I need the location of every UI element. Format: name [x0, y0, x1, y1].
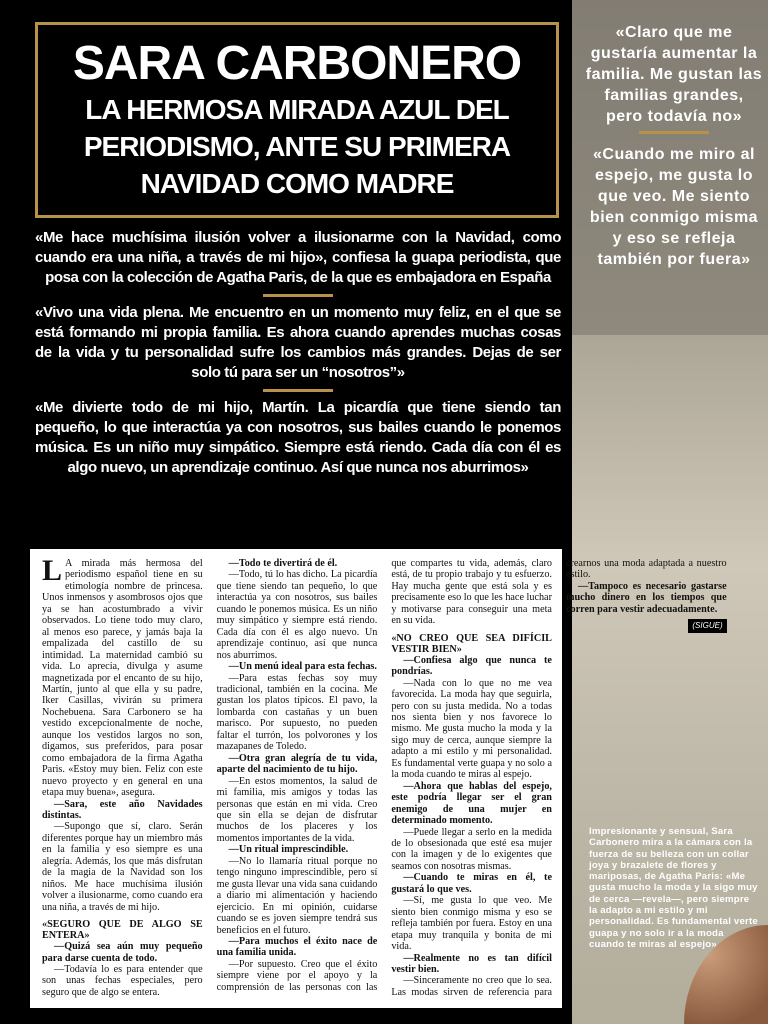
- interview-question: —Cuando te miras en él, te gustará lo que ves.: [391, 872, 552, 895]
- interview-question: —Confiesa algo que nunca te pondrías.: [391, 654, 552, 678]
- article-paragraph: —No lo llamaría ritual porque no tengo ninguno imprescindible, pero sí me gusta llevar una vida sana cuidando a diario mi alimentación y haciendo ejercicio. En mi opinión, cuidarse cuando se es joven siempre tendrá sus beneficios en el futuro.: [216, 855, 378, 936]
- article-paragraph: —Nada con lo que no me vea favorecida. La moda hay que seguirla, pero con su justa medida. No a todas nos sienta bien y nos favorece lo mismo. Me gusta mucho la moda y la sigo muy de cerca, aunque siempre la adapto a mi estilo y mi personalidad. Es fundamental verte guapa y no solo a la moda cuando te miras al espejo.: [391, 677, 552, 781]
- drop-cap: L: [42, 554, 63, 587]
- headline-name: SARA CARBONERO: [72, 37, 522, 90]
- interview-question: —Tampoco es necesario gastarse mucho dinero en los tiempos que corren para vestir adecuadamente.: [565, 580, 727, 615]
- article-paragraph: —Sinceramente no creo que lo sea. Las modas sirven de referencia para crearnos una moda adaptada a nuestro estilo.: [391, 558, 727, 998]
- article-paragraph: —Puede llegar a serlo en la medida de lo obsesionada que esté esa mujer con la imagen y de lo exigentes que seamos con nosotras mismas.: [391, 826, 552, 872]
- gold-divider: [263, 294, 333, 297]
- gold-divider: [639, 131, 709, 134]
- interview-question: —Otra gran alegría de tu vida, aparte del nacimiento de tu hijo.: [216, 752, 378, 776]
- article-paragraph: —Todo, tú lo has dicho. La picardía que tiene siendo tan pequeño, lo que interactúa ya con nosotros, sus bailes cuando le ponemos música. Es un niño muy simpático y siempre está riendo. Cada día con él es algo nuevo. Un aprendizaje continuo, así que nunca nos aburrimos.: [216, 569, 378, 661]
- section-heading: «NO CREO QUE SEA DIFÍCIL VESTIR BIEN»: [391, 632, 552, 655]
- headline-subtitle-line: NAVIDAD COMO MADRE: [140, 168, 454, 199]
- intro-quotes: [35, 228, 561, 478]
- gold-divider: [263, 389, 333, 392]
- interview-question: —Para muchos el éxito nace de una familia unida.: [216, 935, 378, 959]
- interview-question: —Ahora que hablas del espejo, este podría llegar ser el gran enemigo de una mujer en determinado momento.: [391, 780, 552, 827]
- headline-box: [35, 22, 559, 218]
- article-paragraph: —Todavía lo es para entender que son unas fechas especiales, pero seguro que de algo se entera.: [42, 963, 203, 998]
- article-paragraph: —Por supuesto. Creo que el éxito siempre viene por el apoyo y la comprensión de las personas con las que compartes tu vida, además, claro está, de tu propio trabajo y tu esfuerzo. Hay mucha gente que está sola y es precisamente eso lo que les hace luchar y motivarse para conseguir una meta en su vida.: [216, 558, 552, 993]
- section-heading: «SEGURO QUE DE ALGO SE ENTERA»: [42, 919, 203, 942]
- side-quotes: [585, 22, 763, 270]
- article-paragraph: [42, 554, 203, 799]
- photo-caption: Impresionante y sensual, Sara Carbonero mira a la cámara con la fuerza de su belleza con un collar joya y brazalete de flores y mariposas, de Agatha Paris: «Me gusta mucho la moda y la sigo muy de cerca —revela—, pero siempre la adapto a mi estilo y mi personalidad. Es fundamental verte guapa y no solo ir a la moda cuando te miras al espejo»: [589, 826, 758, 950]
- headline-subtitle-line: LA HERMOSA MIRADA AZUL DEL: [85, 94, 509, 125]
- intro-quote: «Vivo una vida plena. Me encuentro en un momento muy feliz, en el que se está formando mi propia familia. Es ahora cuando aprendes muchas cosas de la vida y tu personalidad sufre los cambios más grandes. Dejas de ser solo tú para ser un “nosotros”»: [35, 304, 561, 381]
- interview-question: —Quizá sea aún muy pequeño para darse cuenta de todo.: [42, 941, 203, 964]
- interview-question: —Sara, este año Navidades distintas.: [42, 798, 203, 821]
- interview-question: —Un menú ideal para esta fechas.: [228, 661, 377, 673]
- intro-quote: «Me divierte todo de mi hijo, Martín. La picardía que tiene siendo tan pequeño, lo que interactúa ya con nosotros, sus bailes cuando le ponemos música. Es un niño muy simpático. Siempre está riendo. Cada día con él es algo nuevo, un aprendizaje continuo. Así que nunca nos aburrimos»: [35, 399, 561, 476]
- headline-subtitle-line: PERIODISMO, ANTE SU PRIMERA: [83, 131, 511, 162]
- interview-question: —Un ritual imprescindible.: [228, 844, 349, 856]
- side-quote: «Claro que me gustaría aumentar la familia. Me gustan las familias grandes, pero todavía no»: [585, 24, 763, 125]
- paragraph-text: A mirada más hermosa del periodismo español tiene en su etimología nombre de princesa. Unos inmensos y asombrosos ojos que ya se han acostumbrado a vivir observados. Lo tiene todo muy claro, al menos eso parece, y jamás baja la empalizada del castillo de su intimidad. La maternidad cambió su vida. Lo aprecia, divulga y asume magnetizada por el encanto de su hijo, Martín, junto al que ella y su padre, Iker Casillas, vivirán su primera Nochebuena. Sara Carbonero se ha vestido excepcionalmente de noche, aunque los vestidos largos no son, digamos, sus preferidos, para posar como embajadora de la firma Agatha Paris. «Estoy muy bien. Feliz con este nuevo proyecto y en general en una etapa muy buena», asegura.: [42, 558, 203, 799]
- article-paragraph: —Para estas fechas soy muy tradicional, también en la cocina. Me gustan los platos típicos. El pavo, la lombarda con castañas y un buen marisco. Por supuesto, no pueden faltar el turrón, los polvorones y los mazapanes de Toledo.: [216, 672, 378, 753]
- article-paragraph: —En estos momentos, la salud de mi familia, mis amigos y todas las personas que están en mi vida. Creo que sin ella se dejan de disfrutar muchos de los placeres y los momentos importantes de la vida.: [216, 775, 378, 844]
- intro-quote: «Me hace muchísima ilusión volver a ilusionarme con la Navidad, como cuando era una niña, a través de mi hijo», confiesa la guapa periodista, que posa con la colección de Agatha Paris, de la que es embajadora en España: [35, 229, 561, 286]
- continue-label: (SIGUE): [688, 619, 726, 632]
- article-paragraph: —Supongo que sí, claro. Serán diferentes porque hay un miembro más en la familia y eso siempre es una alegría. Además, los que más disfrutan de la magia de la Navidad son los niños. Me hace muchísima ilusión volver a ilusionarme, como cuando era una niña, a través de mi hijo.: [42, 821, 203, 913]
- side-quote: «Cuando me miro al espejo, me gusta lo que veo. Me siento bien conmigo misma y eso se refleja también por fuera»: [589, 146, 759, 268]
- interview-question: —Todo te divertirá de él.: [228, 558, 338, 569]
- interview-question: —Realmente no es tan difícil vestir bien.: [391, 952, 552, 975]
- article-paragraph: —Sí, me gusta lo que veo. Me siento bien conmigo misma y eso se refleja también por fuera. Estoy en una etapa muy tranquila y bonita de mi vida.: [391, 895, 552, 953]
